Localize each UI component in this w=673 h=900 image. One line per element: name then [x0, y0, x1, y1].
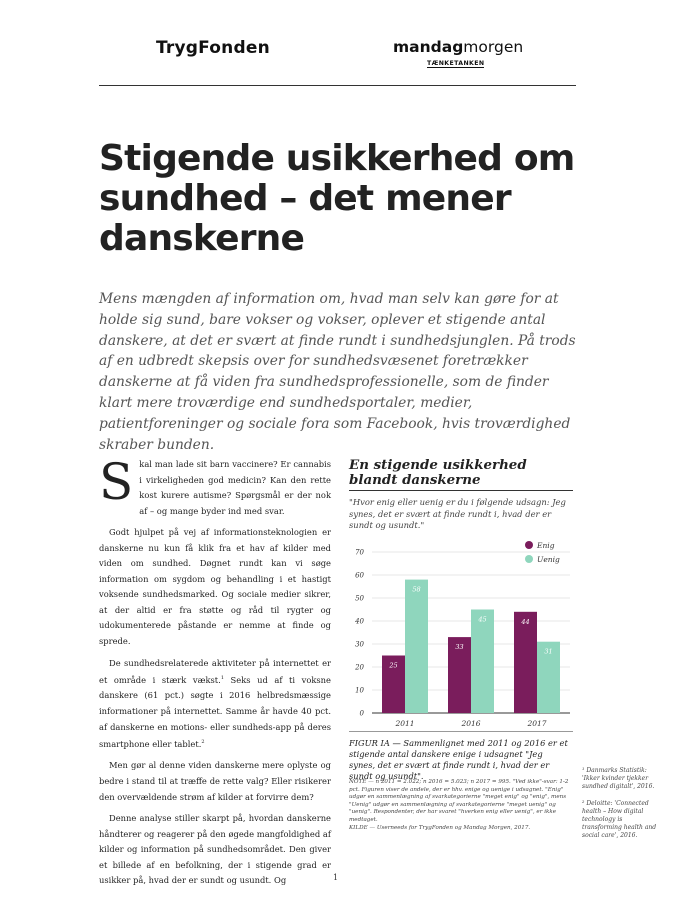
logo-mandag: mandag: [393, 38, 464, 56]
bar-uenig-2011: [405, 580, 428, 713]
figure-caption: FIGUR IA — Sammenlignet med 2011 og 2016 er et stigende antal danskere enige i udsagnet "Jeg synes, det er svært at finde rundt i, hvad der er sundt og usundt".: [349, 738, 568, 781]
footnote-2: ² Deloitte: 'Connected health – How digital technology is transforming health and social care', 2016.: [582, 800, 657, 839]
y-tick-label: 50: [355, 594, 364, 603]
y-tick-label: 70: [355, 548, 364, 557]
bar-uenig-2016: [471, 610, 494, 714]
legend-marker-uenig: [525, 555, 533, 563]
logo-morgen: morgen: [463, 38, 524, 56]
trygfonden-logo: TrygFonden: [156, 38, 270, 58]
mandag-morgen-logo: [393, 38, 523, 56]
caption-divider: [349, 731, 573, 732]
y-tick-label: 0: [359, 709, 364, 718]
figure-source: KILDE — Userneeds for TrygFonden og Mandag Morgen, 2017.: [349, 825, 531, 831]
bar-value-label: 33: [455, 643, 464, 652]
chart-question: "Hvor enig eller uenig er du i følgende udsagn: Jeg synes, det er svært at finde rundt i, hvad der er sundt og usundt.": [349, 497, 566, 530]
bar-value-label: 44: [521, 617, 530, 626]
chart-heading-divider: [349, 490, 573, 491]
figure-note: NOTE — n 2011 = 2.022; n 2016 = 5.023; n 2017 = 995. "Ved ikke"-svar: 1-2 pct. Figuren viser de andele, der er hhv. enige og uenige i udsagnet. "Enig" udgør en sammenlægning af svarkategorierne "meget enig" og "enig", mens "Uenig" udgør en sammenlægning af svarkategorierne "meget uenig" og "uenig". Respondenter, der har svaret "hverken enig eller uenig", er ikke medtaget.: [349, 779, 569, 823]
page-title: Stigende usikkerhed om sundhed – det mener danskerne: [99, 138, 575, 259]
body-paragraph-1: [99, 453, 331, 519]
y-tick-label: 60: [355, 571, 364, 580]
body-column: [99, 453, 331, 889]
chart-heading: En stigende usikkerhed blandt danskerne: [349, 457, 527, 488]
bar-value-label: 58: [412, 585, 421, 594]
legend-marker-enig: [525, 541, 533, 549]
bar-value-label: 31: [544, 647, 553, 656]
legend-label-uenig: Uenig: [537, 555, 560, 564]
footnote-ref-1: 1: [220, 675, 224, 682]
body-paragraph-2: Godt hjulpet på vej af informationsteknologien er danskerne nu kun få klik fra et hav af kilder med viden om sundhed. Døgnet rundt kan vi søge information om sygdom og behandling i et hastigt voksende sundhedsmarked. Og sociale medier sikrer, at der altid er fra støtte og råd til rygter og udokumenterede påstande er nemme at finde og sprede.: [99, 527, 331, 647]
drop-cap: S: [99, 453, 134, 511]
body-paragraph-5: Denne analyse stiller skarpt på, hvordan danskerne håndterer og reagerer på den øgede mangfoldighed af kilder og information på sundhedsområdet. Den giver et billede af en befolkning, der i stigende grad er usikker på, hvad der er sundt og usundt. Og: [99, 813, 331, 886]
header-divider: [99, 85, 576, 86]
body-p3b: Seks ud af ti voksne danskere (61 pct.) søgte i 2016 helbredsmæssige informationer på internettet. Samme år havde 40 pct. af danskerne en motions- eller sundheds-app på deres smartphone eller tablet.: [99, 674, 331, 749]
body-paragraph-4: Men gør al denne viden danskerne mere oplyste og bedre i stand til at træffe de rette valg? Eller risikerer den overvældende strøm af kilder at forvirre dem?: [99, 760, 331, 802]
body-p3a: De sundhedsrelaterede aktiviteter på internettet er et område i stærk vækst.: [99, 657, 331, 685]
x-tick-label: 2011: [395, 719, 415, 728]
taenketanken-sublogo: TÆNKETANKEN: [427, 60, 485, 67]
bar-chart: [340, 540, 575, 730]
footnote-ref-2: 2: [201, 739, 205, 746]
body-p1-text: kal man lade sit barn vaccinere? Er cannabis i virkeligheden god medicin? Kan den rette kost kurere autisme? Spørgsmål er der nok af – og mange byder ind med svar.: [139, 459, 331, 516]
page-number: 1: [333, 873, 339, 882]
legend-label-enig: Enig: [537, 541, 555, 550]
x-tick-label: 2017: [527, 719, 547, 728]
y-tick-label: 40: [355, 617, 364, 626]
lead-paragraph: Mens mængden af information om, hvad man selv kan gøre for at holde sig sund, bare vokser og vokser, oplever et stigende antal danskere, at det er svært at finde rundt i sundhedsjunglen. På trods af en udbredt skepsis over for sundhedsvæsenet foretrækker danskerne at få viden fra sundhedsprofessionelle, som de finder klart mere troværdige end sundhedsportaler, medier, patientforeninger og sociale fora som Facebook, hvis troværdighed skraber bunden.: [99, 291, 576, 453]
x-tick-label: 2016: [461, 719, 481, 728]
footnote-1: ¹ Danmarks Statistik: 'Ikker kvinder tjekker sundhed digitalt', 2016.: [582, 767, 655, 790]
y-tick-label: 20: [355, 663, 364, 672]
y-tick-label: 30: [355, 640, 364, 649]
body-paragraph-3: [99, 656, 331, 753]
bar-value-label: 25: [389, 661, 398, 670]
bar-enig-2017: [514, 612, 537, 713]
bar-value-label: 45: [478, 615, 487, 624]
y-tick-label: 10: [355, 686, 364, 695]
